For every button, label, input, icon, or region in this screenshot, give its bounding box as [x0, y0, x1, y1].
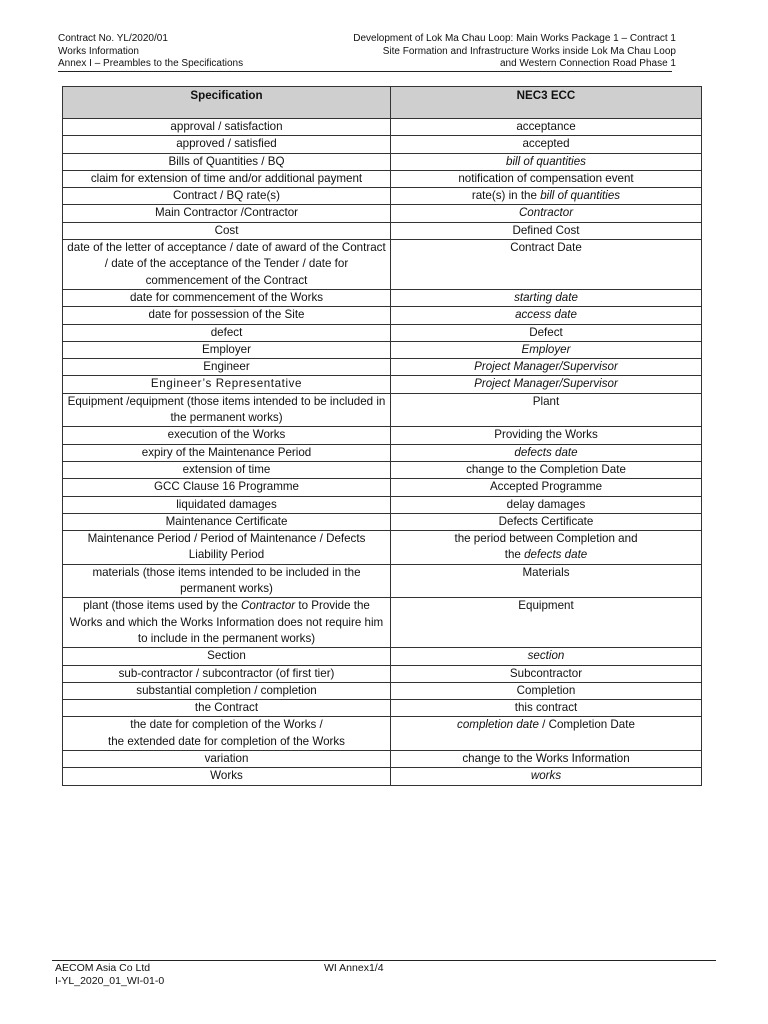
nec-term-plain-after: / Completion Date — [538, 718, 635, 732]
spec-term-plain: plant (those items used by the — [83, 599, 241, 613]
table-row — [63, 324, 702, 341]
spec-term — [63, 598, 391, 648]
nec-term: Equipment — [391, 598, 702, 648]
spec-term: the Contract — [63, 700, 391, 717]
table-row — [63, 665, 702, 682]
nec-term: change to the Works Information — [391, 750, 702, 767]
document-reference: I-YL_2020_01_WI-01-0 — [55, 974, 165, 987]
spec-term: approved / satisfied — [63, 136, 391, 153]
column-header-specification: Specification — [63, 87, 391, 119]
spec-term: Engineer’s Representative — [63, 376, 391, 393]
table-row — [63, 136, 702, 153]
nec-term: Employer — [391, 341, 702, 358]
nec-term: accepted — [391, 136, 702, 153]
project-title-line-2: Site Formation and Infrastructure Works inside Lok Ma Chau Loop — [382, 45, 676, 57]
table-row — [63, 496, 702, 513]
nec-term: Project Manager/Supervisor — [391, 376, 702, 393]
header-left — [58, 33, 243, 71]
table-row — [63, 444, 702, 461]
nec-term-italic: completion date — [457, 718, 539, 732]
nec-term: acceptance — [391, 119, 702, 136]
nec-term: change to the Completion Date — [391, 461, 702, 478]
terms-table — [62, 86, 702, 786]
spec-term: substantial completion / completion — [63, 682, 391, 699]
spec-term-line-1: the date for completion of the Works / — [130, 718, 323, 732]
table-row — [63, 564, 702, 598]
spec-term-plain-after: to Provide the Works and which the Works Information does not require him to include in the permanent works) — [69, 599, 384, 645]
nec-term-italic: bill of quantities — [540, 189, 621, 203]
table-row — [63, 700, 702, 717]
spec-term: liquidated damages — [63, 496, 391, 513]
company-name: AECOM Asia Co Ltd — [55, 962, 151, 974]
nec-term — [391, 188, 702, 205]
spec-term: execution of the Works — [63, 427, 391, 444]
nec-term — [391, 717, 702, 751]
nec-term: Providing the Works — [391, 427, 702, 444]
header-divider — [58, 71, 672, 72]
table-row — [63, 119, 702, 136]
table-row — [63, 188, 702, 205]
spec-term: Engineer — [63, 359, 391, 376]
table-row — [63, 479, 702, 496]
spec-term: date for possession of the Site — [63, 307, 391, 324]
spec-term — [63, 717, 391, 751]
table-row — [63, 461, 702, 478]
spec-term: Bills of Quantities / BQ — [63, 153, 391, 170]
nec-term: Contractor — [391, 205, 702, 222]
nec-term-italic: defects date — [524, 548, 588, 562]
spec-term: extension of time — [63, 461, 391, 478]
spec-term-line-2: the extended date for completion of the Works — [108, 734, 345, 748]
spec-term: date of the letter of acceptance / date of award of the Contract / date of the acceptance of the Tender / date for commencement of the Contract — [63, 240, 391, 290]
nec-term: defects date — [391, 444, 702, 461]
spec-term: defect — [63, 324, 391, 341]
nec-term: Defects Certificate — [391, 513, 702, 530]
nec-term: Accepted Programme — [391, 479, 702, 496]
spec-term: Contract / BQ rate(s) — [63, 188, 391, 205]
table-row — [63, 222, 702, 239]
spec-term: variation — [63, 750, 391, 767]
table-row — [63, 393, 702, 427]
spec-term: materials (those items intended to be included in the permanent works) — [63, 564, 391, 598]
table-row — [63, 170, 702, 187]
spec-term: Cost — [63, 222, 391, 239]
spec-term: Equipment /equipment (those items intended to be included in the permanent works) — [63, 393, 391, 427]
spec-term: claim for extension of time and/or additional payment — [63, 170, 391, 187]
spec-term: Employer — [63, 341, 391, 358]
table-row — [63, 513, 702, 530]
nec-term-plain: the — [504, 548, 525, 562]
nec-term: Defect — [391, 324, 702, 341]
nec-term: Defined Cost — [391, 222, 702, 239]
nec-term: access date — [391, 307, 702, 324]
nec-term: Completion — [391, 682, 702, 699]
nec-term: Project Manager/Supervisor — [391, 359, 702, 376]
header-right — [353, 33, 676, 71]
page-number: WI Annex1/4 — [324, 962, 384, 974]
nec-term: Materials — [391, 564, 702, 598]
nec-term: Plant — [391, 393, 702, 427]
table-header-row — [63, 87, 702, 119]
spec-term: sub-contractor / subcontractor (of first tier) — [63, 665, 391, 682]
nec-term: this contract — [391, 700, 702, 717]
nec-term: notification of compensation event — [391, 170, 702, 187]
spec-term: Main Contractor /Contractor — [63, 205, 391, 222]
spec-term: GCC Clause 16 Programme — [63, 479, 391, 496]
spec-term: Works — [63, 768, 391, 785]
section-name: Works Information — [58, 45, 139, 57]
table-row — [63, 289, 702, 306]
spec-term: Maintenance Certificate — [63, 513, 391, 530]
nec-term-plain: rate(s) in the — [471, 189, 541, 203]
nec-term: Contract Date — [391, 240, 702, 290]
column-header-nec3-ecc: NEC3 ECC — [391, 87, 702, 119]
nec-term — [391, 531, 702, 565]
table-row — [63, 341, 702, 358]
nec-term: works — [391, 768, 702, 785]
spec-term: expiry of the Maintenance Period — [63, 444, 391, 461]
table-row — [63, 598, 702, 648]
project-title-line-3: and Western Connection Road Phase 1 — [499, 58, 676, 69]
table-row — [63, 153, 702, 170]
contract-number: Contract No. YL/2020/01 — [58, 33, 168, 44]
table-row — [63, 717, 702, 751]
spec-term-italic: Contractor — [241, 599, 296, 613]
table-row — [63, 240, 702, 290]
nec-term-line-2 — [395, 547, 697, 563]
table-row — [63, 307, 702, 324]
table-row — [63, 648, 702, 665]
spec-term: Section — [63, 648, 391, 665]
footer-left — [55, 962, 164, 987]
table-row — [63, 205, 702, 222]
nec-term: section — [391, 648, 702, 665]
table-row — [63, 359, 702, 376]
table-row — [63, 531, 702, 565]
nec-term: delay damages — [391, 496, 702, 513]
spec-term: Maintenance Period / Period of Maintenance / Defects Liability Period — [63, 531, 391, 565]
project-title-line-1: Development of Lok Ma Chau Loop: Main Works Package 1 – Contract 1 — [353, 33, 676, 44]
spec-term: approval / satisfaction — [63, 119, 391, 136]
spec-term: date for commencement of the Works — [63, 289, 391, 306]
annex-title: Annex I – Preambles to the Specifications — [58, 58, 244, 69]
nec-term: Subcontractor — [391, 665, 702, 682]
nec-term-line-1: the period between Completion and — [454, 532, 638, 546]
footer-divider — [52, 960, 716, 961]
table-row — [63, 376, 702, 393]
table-row — [63, 768, 702, 785]
nec-term: starting date — [391, 289, 702, 306]
table-row — [63, 682, 702, 699]
nec-term: bill of quantities — [391, 153, 702, 170]
table-row — [63, 750, 702, 767]
table-row — [63, 427, 702, 444]
